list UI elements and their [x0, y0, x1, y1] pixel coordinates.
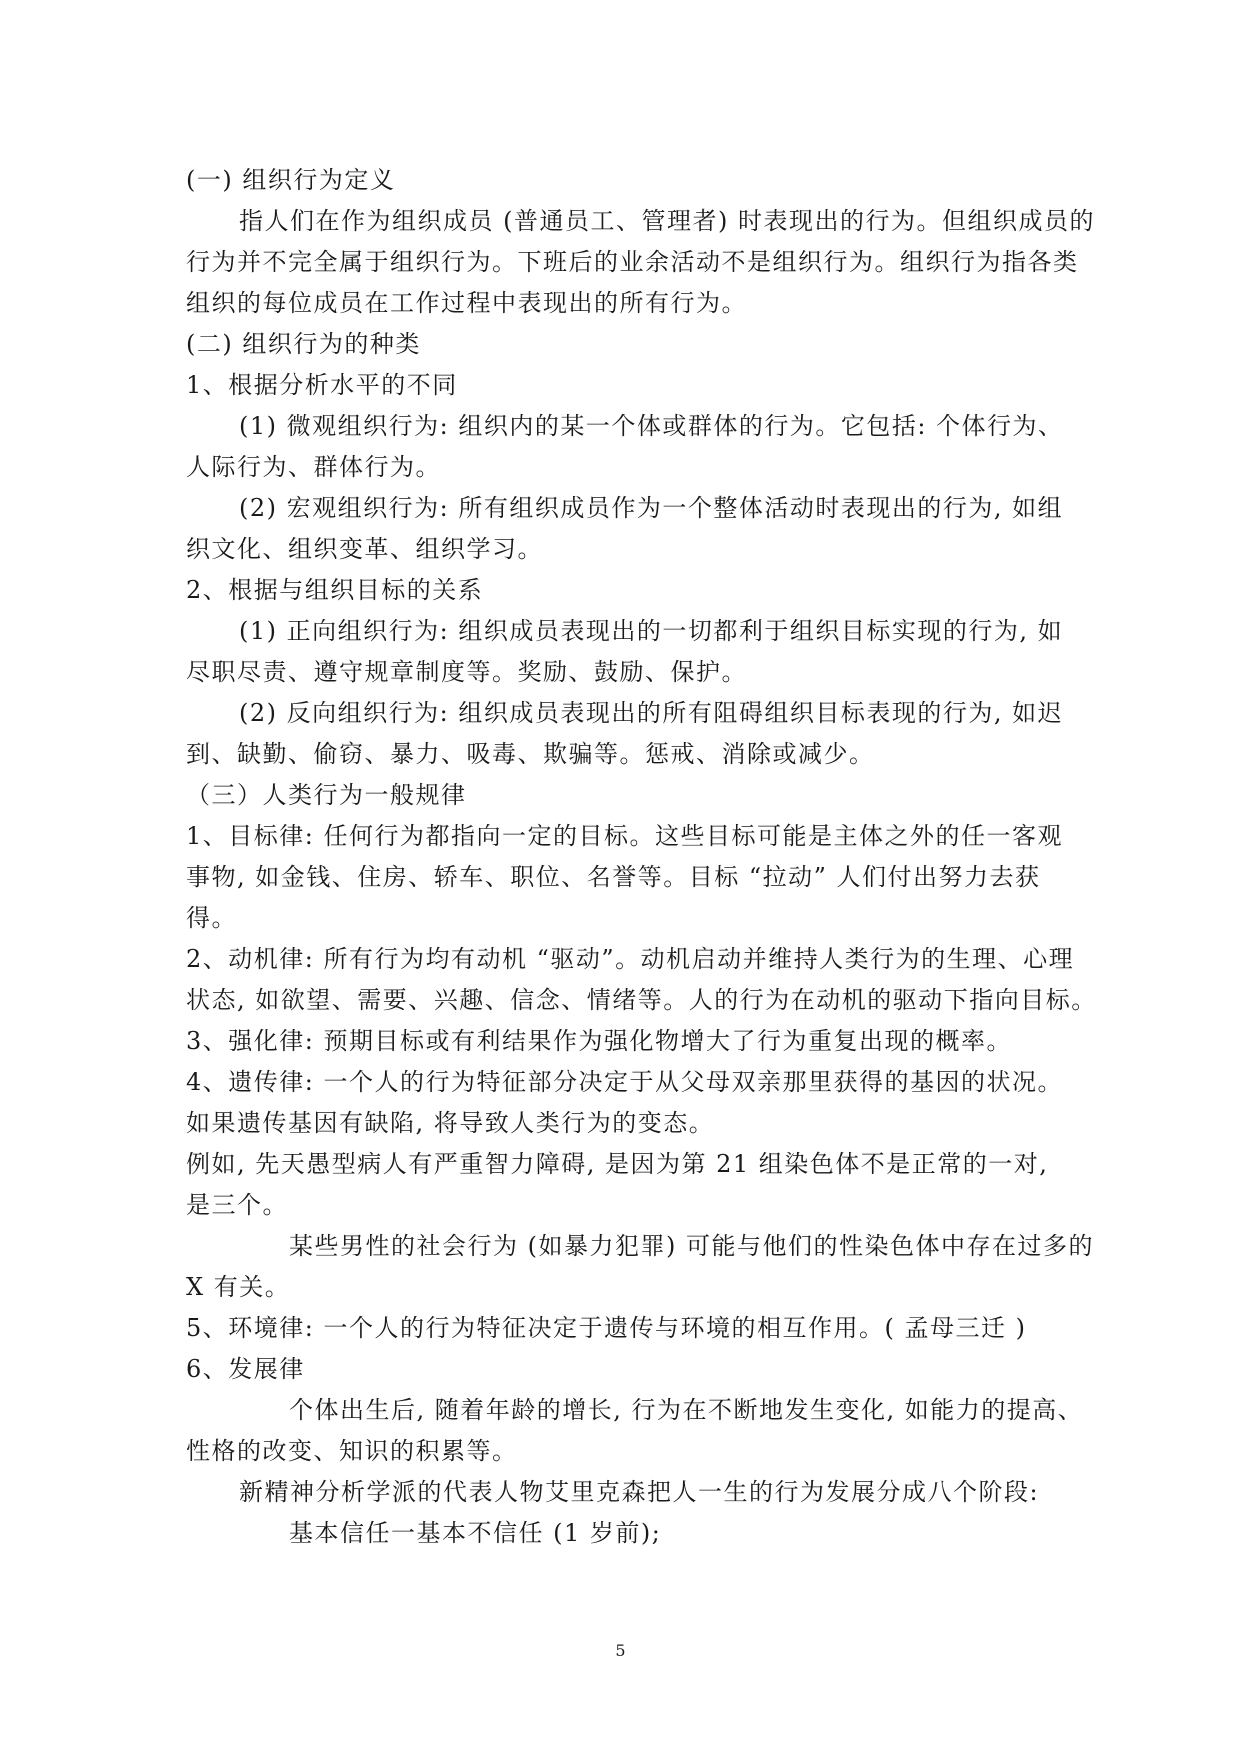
paragraph-line: 个体出生后, 随着年龄的增长, 行为在不断地发生变化, 如能力的提高、: [289, 1396, 1084, 1424]
subheading: 2、根据与组织目标的关系: [186, 576, 484, 604]
list-item-line: 人际行为、群体行为。: [186, 453, 441, 481]
list-item-line: 到、缺勤、偷窃、暴力、吸毒、欺骗等。惩戒、消除或减少。: [186, 740, 875, 768]
paragraph-line: 得。: [186, 904, 237, 932]
list-item-line: (2) 反向组织行为: 组织成员表现出的所有阻碍组织目标表现的行为, 如迟: [239, 699, 1064, 727]
paragraph-line: 状态, 如欲望、需要、兴趣、信念、情绪等。人的行为在动机的驱动下指向目标。: [186, 986, 1097, 1014]
list-item-line: (2) 宏观组织行为: 所有组织成员作为一个整体活动时表现出的行为, 如组: [239, 494, 1064, 522]
paragraph-line: 组织的每位成员在工作过程中表现出的所有行为。: [186, 289, 747, 317]
paragraph-line: 例如, 先天愚型病人有严重智力障碍, 是因为第 21 组染色体不是正常的一对,: [186, 1150, 1049, 1178]
paragraph-line: 基本信任一基本不信任 (1 岁前);: [289, 1519, 662, 1547]
paragraph-line: 新精神分析学派的代表人物艾里克森把人一生的行为发展分成八个阶段:: [239, 1478, 1040, 1506]
paragraph-line: 1、目标律: 任何行为都指向一定的目标。这些目标可能是主体之外的任一客观: [186, 822, 1063, 850]
list-item-line: 织文化、组织变革、组织学习。: [186, 535, 543, 563]
paragraph-line: 2、动机律: 所有行为均有动机 “驱动”。动机启动并维持人类行为的生理、心理: [186, 945, 1075, 973]
subheading: 1、根据分析水平的不同: [186, 371, 458, 399]
paragraph-line: X 有关。: [186, 1273, 291, 1301]
paragraph-line: 事物, 如金钱、住房、轿车、职位、名誉等。目标 “拉动” 人们付出努力去获: [186, 863, 1041, 891]
paragraph-line: 5、环境律: 一个人的行为特征决定于遗传与环境的相互作用。( 孟母三迁 ): [186, 1314, 1027, 1342]
page-number: 5: [615, 1641, 626, 1660]
list-item-line: 尽职尽责、遵守规章制度等。奖励、鼓励、保护。: [186, 658, 747, 686]
paragraph-line: 是三个。: [186, 1191, 288, 1219]
section-heading-3: （三）人类行为一般规律: [186, 781, 467, 809]
section-heading-2: (二) 组织行为的种类: [186, 330, 421, 358]
subheading: 6、发展律: [186, 1355, 305, 1383]
paragraph-line: 指人们在作为组织成员 (普通员工、管理者) 时表现出的行为。但组织成员的: [239, 207, 1095, 235]
paragraph-line: 行为并不完全属于组织行为。下班后的业余活动不是组织行为。组织行为指各类: [186, 248, 1079, 276]
paragraph-line: 某些男性的社会行为 (如暴力犯罪) 可能与他们的性染色体中存在过多的: [289, 1232, 1094, 1260]
document-body: [186, 160, 1097, 1554]
paragraph-line: 3、强化律: 预期目标或有利结果作为强化物增大了行为重复出现的概率。: [186, 1027, 1012, 1055]
list-item-line: (1) 正向组织行为: 组织成员表现出的一切都利于组织目标实现的行为, 如: [239, 617, 1064, 645]
section-heading-1: (一) 组织行为定义: [186, 166, 396, 194]
paragraph-line: 4、遗传律: 一个人的行为特征部分决定于从父母双亲那里获得的基因的状况。: [186, 1068, 1063, 1096]
paragraph-line: 性格的改变、知识的积累等。: [186, 1437, 518, 1465]
paragraph-line: 如果遗传基因有缺陷, 将导致人类行为的变态。: [186, 1109, 715, 1137]
list-item-line: (1) 微观组织行为: 组织内的某一个体或群体的行为。它包括: 个体行为、: [239, 412, 1064, 440]
